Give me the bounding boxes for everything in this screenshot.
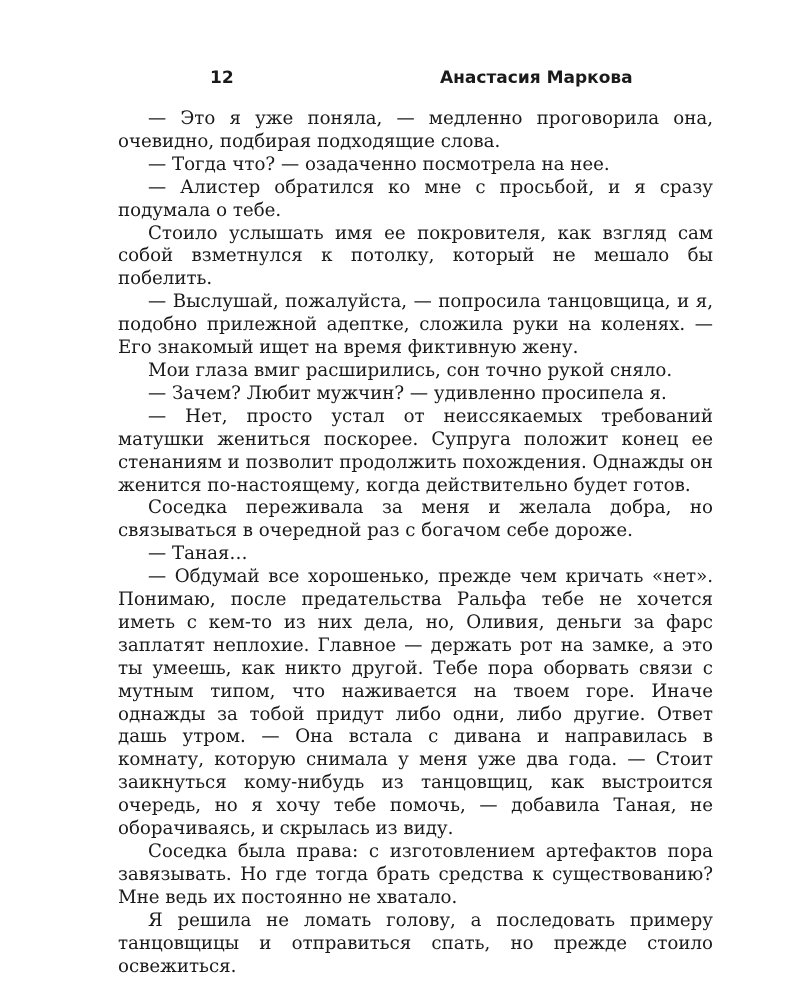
paragraph: — Это я уже поняла, — медленно проговорила она, очевидно, подбирая подходящие слова. (118, 108, 713, 152)
paragraph: — Выслушай, пожалуйста, — попросила танцовщица, и я, подобно прилежной адептке, сложила руки на коленях. — Его знакомый ищет на время фиктивную жену. (118, 291, 713, 359)
running-head-author: Анастасия Маркова (440, 68, 633, 88)
paragraph: — Таная… (148, 543, 248, 565)
paragraph: — Обдумай все хорошенько, прежде чем кричать «нет». Понимаю, после предательства Ральфа тебе не хочется иметь с кем-то из них дела, но, Оливия, деньги за фарс заплатят неплохие. Главное — держать рот на замке, а это ты умеешь, как никто другой. Тебе пора оборвать связи с мутным типом, что наживается на твоем горе. Иначе однажды за тобой придут либо одни, либо другие. Ответ дашь утром. — Она встала с дивана и направилась в комнату, которую снимала у меня уже два года. — Стоит заикнуться кому-нибудь из танцовщиц, как выстроится очередь, но я хочу тебе помочь, — добавила Таная, не оборачиваясь, и скрылась из виду. (118, 566, 713, 840)
paragraph: Стоило услышать имя ее покровителя, как взгляд сам собой взметнулся к потолку, который не мешало бы побелить. (118, 222, 713, 290)
paragraph: Мои глаза вмиг расширились, сон точно рукой сняло. (148, 359, 673, 381)
body-text (118, 108, 713, 978)
paragraph: Соседка была права: с изготовлением артефактов пора завязывать. Но где тогда брать средства к существованию? Мне ведь их постоянно не хватало. (118, 841, 713, 908)
paragraph: — Нет, просто устал от неиссякаемых требований матушки жениться поскорее. Супруга положит конец ее стенаниям и позволит продолжить похождения. Однажды он женится по-настоящему, когда действительно будет готов. (118, 405, 713, 496)
paragraph: — Зачем? Любит мужчин? — удивленно просипела я. (148, 382, 667, 404)
paragraph: Я решила не ломать голову, а последовать примеру танцовщицы и отправиться спать, но прежде стоило освежиться. (118, 909, 713, 977)
paragraph: — Алистер обратился ко мне с просьбой, и я сразу подумала о тебе. (118, 176, 713, 221)
page-number: 12 (210, 68, 234, 88)
paragraph: — Тогда что? — озадаченно посмотрела на нее. (148, 153, 610, 175)
paragraph: Соседка переживала за меня и желала добра, но связываться в очередной раз с богачом себе дороже. (118, 497, 713, 542)
page-header (0, 68, 800, 94)
